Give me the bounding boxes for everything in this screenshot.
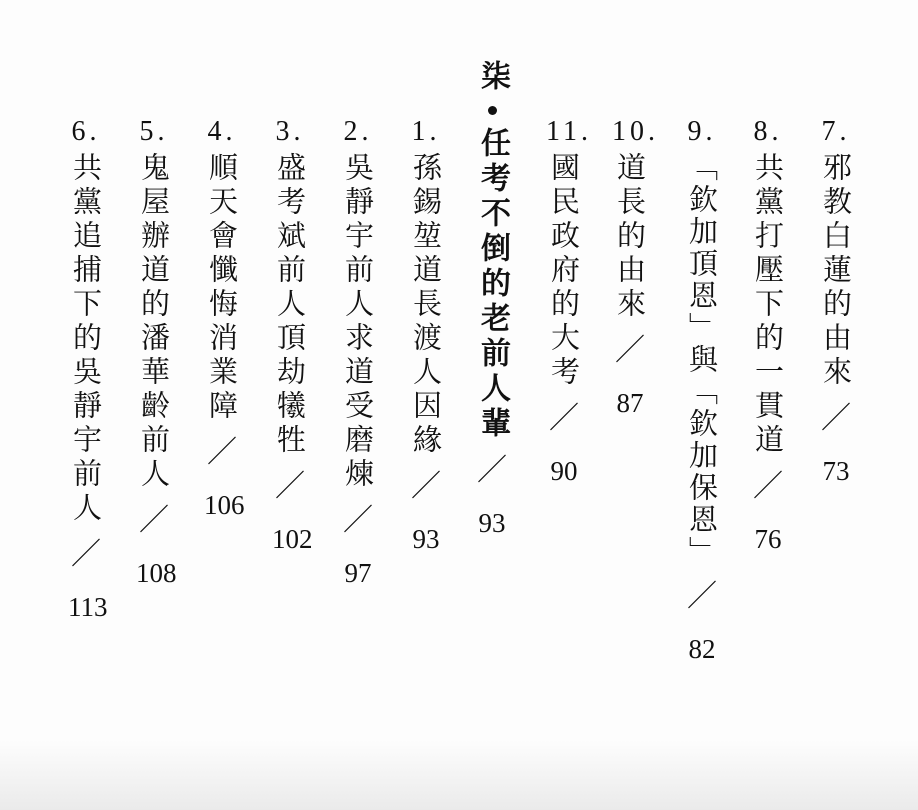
entry-separator: ／ — [139, 503, 169, 538]
entry-separator: ／ — [411, 469, 441, 504]
entry-title: 「欽加頂恩」與「欽加保恩」 — [685, 152, 719, 568]
entry-page: 90 — [550, 456, 578, 486]
entry-page: 93 — [412, 524, 440, 554]
toc-entry — [340, 118, 376, 588]
entry-title: 邪教白蓮的由來 — [819, 152, 853, 390]
entry-page: 97 — [344, 558, 372, 588]
toc-entry — [750, 118, 786, 554]
toc-entry — [546, 116, 592, 486]
entry-separator: ／ — [549, 401, 579, 436]
entry-title: 孫錫堃道長渡人因緣 — [409, 152, 443, 458]
entry-number: 2. — [343, 116, 373, 147]
entry-separator: ／ — [477, 453, 507, 488]
entry-page: 73 — [822, 456, 850, 486]
entry-number: 4. — [207, 116, 237, 147]
entry-separator: ／ — [71, 537, 101, 572]
entry-number: 7. — [821, 116, 851, 147]
entry-title: 共黨追捕下的吳靜宇前人 — [69, 152, 103, 526]
toc-entry — [272, 116, 313, 554]
entry-number: 6. — [71, 116, 101, 147]
toc-entry — [408, 118, 444, 554]
entry-page: 108 — [136, 558, 177, 588]
entry-separator: ／ — [343, 503, 373, 538]
section-title: 任考不倒的老前人輩 — [475, 127, 510, 442]
section-label: 柒 — [475, 60, 510, 96]
entry-title: 國民政府的大考 — [547, 152, 581, 390]
entry-page: 113 — [68, 592, 108, 622]
entry-page: 76 — [754, 524, 782, 554]
entry-title: 吳靜宇前人求道受磨煉 — [341, 152, 375, 492]
entry-page: 102 — [272, 524, 313, 554]
entry-number: 9. — [687, 116, 717, 147]
entry-number: 5. — [139, 116, 169, 147]
entry-separator: ／ — [821, 401, 851, 436]
section-header — [474, 60, 510, 538]
entry-page: 106 — [204, 490, 245, 520]
scan-shadow — [0, 740, 918, 810]
entry-title: 道長的由來 — [613, 152, 647, 322]
entry-separator: ／ — [275, 469, 305, 504]
toc-entry — [136, 116, 177, 588]
toc-entry — [684, 118, 720, 664]
entry-title: 共黨打壓下的一貫道 — [751, 152, 785, 458]
toc-entry — [204, 116, 245, 520]
toc-entry — [68, 116, 108, 622]
entry-number: 10. — [612, 116, 659, 147]
bullet-dot — [488, 106, 497, 115]
entry-number: 1. — [411, 116, 441, 147]
entry-title: 鬼屋辦道的潘華齡前人 — [137, 152, 171, 492]
entry-title: 盛考斌前人頂劫犧牲 — [273, 152, 307, 458]
entry-separator: ／ — [753, 469, 783, 504]
entry-separator: ／ — [207, 435, 237, 470]
toc-entry — [612, 116, 659, 418]
entry-number: 11. — [546, 116, 592, 147]
entry-title: 順天會懺悔消業障 — [205, 152, 239, 424]
entry-number: 8. — [753, 116, 783, 147]
toc-entry — [818, 118, 854, 486]
entry-separator: ／ — [615, 333, 645, 368]
entry-page: 93 — [478, 508, 506, 538]
entry-page: 87 — [616, 388, 644, 418]
entry-separator: ／ — [687, 579, 717, 614]
entry-number: 3. — [275, 116, 305, 147]
entry-page: 82 — [688, 634, 716, 664]
